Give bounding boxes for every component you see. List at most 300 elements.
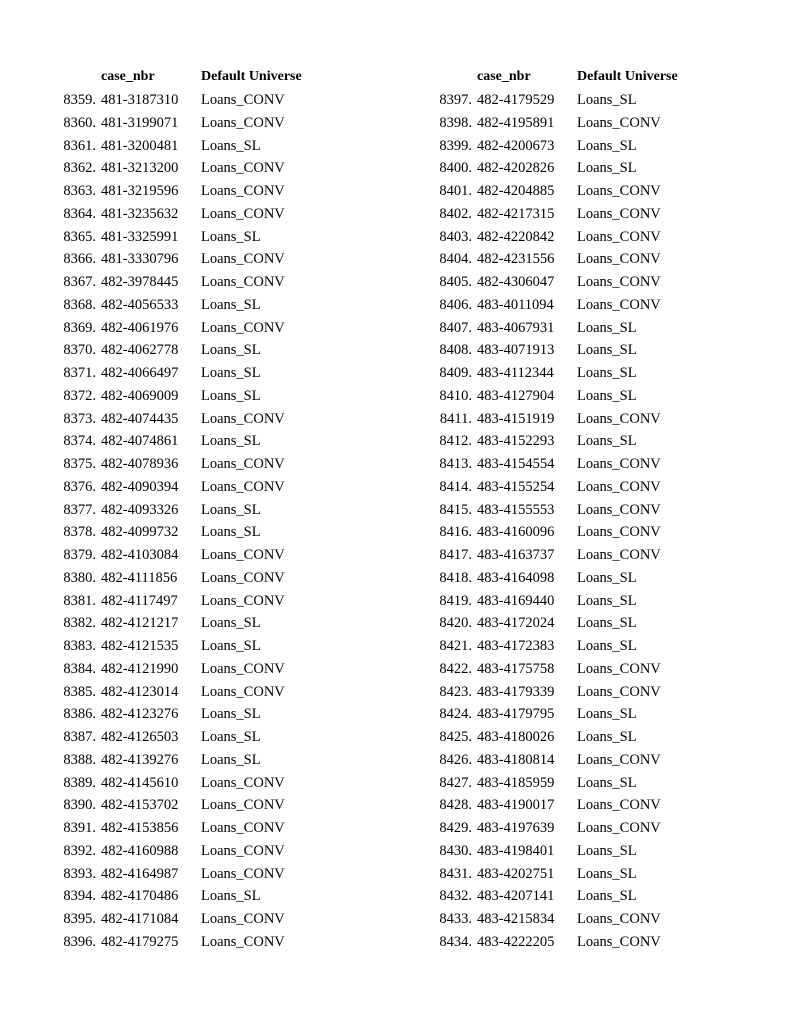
row-index: 8393.	[63, 865, 96, 882]
universe-value: Loans_CONV	[577, 797, 661, 814]
universe-value: Loans_SL	[577, 774, 637, 791]
case-number: 481-3219596	[101, 183, 179, 199]
table-row	[376, 931, 756, 953]
universe-value: Loans_CONV	[577, 296, 661, 313]
table-row	[0, 430, 380, 452]
table-row	[0, 817, 380, 839]
table-row	[376, 248, 756, 270]
universe-value: Loans_CONV	[577, 501, 661, 518]
universe-value: Loans_SL	[577, 365, 637, 381]
row-index: 8413.	[439, 456, 472, 472]
case-number: 483-4202751	[477, 865, 555, 882]
table-row	[376, 453, 756, 475]
table-row	[376, 885, 756, 907]
case-number: 483-4197639	[477, 820, 555, 836]
case-number: 482-4061976	[101, 319, 179, 336]
row-index: 8408.	[439, 342, 472, 359]
case-number: 483-4151919	[477, 410, 555, 427]
table-row	[376, 908, 756, 930]
case-number: 482-4123276	[101, 706, 179, 723]
table-row	[0, 635, 380, 657]
case-number: 483-4185959	[477, 774, 555, 791]
row-index: 8369.	[63, 319, 96, 336]
universe-value: Loans_CONV	[577, 456, 661, 472]
row-index: 8375.	[63, 456, 96, 472]
universe-value: Loans_SL	[577, 137, 637, 154]
row-index: 8399.	[439, 137, 472, 154]
row-index: 8419.	[439, 592, 472, 609]
table-row	[0, 112, 380, 134]
table-row	[0, 772, 380, 794]
case-number: 482-4121990	[101, 660, 179, 677]
row-index: 8414.	[439, 478, 472, 495]
table-row	[0, 590, 380, 612]
universe-value: Loans_CONV	[201, 547, 285, 563]
row-index: 8401.	[439, 183, 472, 199]
row-index: 8425.	[439, 729, 472, 745]
table-row	[0, 931, 380, 953]
universe-value: Loans_SL	[201, 524, 261, 541]
row-index: 8405.	[439, 274, 472, 290]
table-row	[376, 817, 756, 839]
row-index: 8422.	[439, 660, 472, 677]
table-row	[376, 430, 756, 452]
case-number: 482-4074435	[101, 410, 179, 427]
universe-value: Loans_CONV	[201, 456, 285, 472]
row-index: 8361.	[63, 137, 96, 154]
case-number: 482-4069009	[101, 387, 179, 404]
table-row	[0, 521, 380, 543]
universe-value: Loans_CONV	[577, 524, 661, 541]
case-number: 482-4123014	[101, 683, 179, 700]
case-number: 482-4170486	[101, 888, 179, 905]
universe-value: Loans_SL	[201, 729, 261, 745]
table-row	[0, 294, 380, 316]
row-index: 8364.	[63, 205, 96, 222]
universe-value: Loans_SL	[201, 433, 261, 450]
row-index: 8420.	[439, 615, 472, 632]
universe-value: Loans_SL	[201, 137, 261, 154]
case-number: 483-4152293	[477, 433, 555, 450]
universe-value: Loans_CONV	[201, 114, 285, 131]
universe-value: Loans_SL	[201, 228, 261, 245]
table-row	[376, 567, 756, 589]
table-row	[376, 226, 756, 248]
universe-value: Loans_SL	[577, 433, 637, 450]
row-index: 8387.	[63, 729, 96, 745]
table-row	[0, 453, 380, 475]
row-index: 8398.	[439, 114, 472, 131]
table-row	[376, 612, 756, 634]
case-number: 482-4074861	[101, 433, 179, 450]
table-row	[376, 499, 756, 521]
table-row	[0, 385, 380, 407]
table-row	[376, 89, 756, 111]
universe-value: Loans_SL	[201, 501, 261, 518]
table-row	[376, 590, 756, 612]
table-row	[0, 180, 380, 202]
table-row	[0, 89, 380, 111]
universe-value: Loans_CONV	[577, 251, 661, 268]
row-index: 8421.	[439, 638, 472, 654]
table-row	[0, 794, 380, 816]
table-row	[376, 703, 756, 725]
case-number: 483-4163737	[477, 547, 555, 563]
case-number: 483-4179339	[477, 683, 555, 700]
universe-value: Loans_SL	[201, 296, 261, 313]
universe-value: Loans_CONV	[201, 160, 285, 177]
universe-value: Loans_SL	[577, 319, 637, 336]
row-index: 8409.	[439, 365, 472, 381]
case-number: 482-4204885	[477, 183, 555, 199]
table-row	[0, 226, 380, 248]
table-row	[0, 726, 380, 748]
universe-value: Loans_CONV	[577, 114, 661, 131]
case-number: 482-4195891	[477, 114, 555, 131]
row-index: 8380.	[63, 569, 96, 586]
universe-value: Loans_SL	[201, 706, 261, 723]
case-number: 483-4172383	[477, 638, 555, 654]
row-index: 8365.	[63, 228, 96, 245]
row-index: 8362.	[63, 160, 96, 177]
row-index: 8383.	[63, 638, 96, 654]
table-row	[376, 408, 756, 430]
row-index: 8385.	[63, 683, 96, 700]
case-number: 481-3200481	[101, 137, 179, 154]
universe-value: Loans_SL	[577, 706, 637, 723]
case-number: 482-4062778	[101, 342, 179, 359]
table-row	[376, 749, 756, 771]
row-index: 8397.	[439, 92, 472, 108]
table-row	[0, 863, 380, 885]
table-row	[376, 772, 756, 794]
row-index: 8403.	[439, 228, 472, 245]
row-index: 8379.	[63, 547, 96, 563]
case-number: 482-4171084	[101, 911, 179, 927]
case-number: 481-3187310	[101, 92, 179, 108]
universe-value: Loans_SL	[577, 160, 637, 177]
case-number: 483-4127904	[477, 387, 555, 404]
row-index: 8404.	[439, 251, 472, 268]
case-number: 483-4160096	[477, 524, 555, 541]
table-row	[0, 658, 380, 680]
table-row	[376, 112, 756, 134]
case-number: 482-4111856	[101, 569, 178, 586]
universe-value: Loans_SL	[577, 638, 637, 654]
header-default-universe: Default Universe	[201, 69, 302, 84]
row-index: 8418.	[439, 569, 472, 586]
row-index: 8378.	[63, 524, 96, 541]
header-case-nbr: case_nbr	[101, 69, 155, 84]
case-number: 482-4090394	[101, 478, 179, 495]
universe-value: Loans_CONV	[577, 820, 661, 836]
table-row	[376, 385, 756, 407]
row-index: 8370.	[63, 342, 96, 359]
row-index: 8424.	[439, 706, 472, 723]
row-index: 8417.	[439, 547, 472, 563]
row-index: 8433.	[439, 911, 472, 927]
table-row	[376, 681, 756, 703]
universe-value: Loans_CONV	[201, 797, 285, 814]
universe-value: Loans_SL	[201, 365, 261, 381]
case-number: 483-4011094	[477, 296, 554, 313]
universe-value: Loans_CONV	[201, 251, 285, 268]
case-number: 481-3199071	[101, 114, 179, 131]
universe-value: Loans_CONV	[201, 592, 285, 609]
universe-value: Loans_SL	[201, 888, 261, 905]
universe-value: Loans_CONV	[201, 205, 285, 222]
table-row	[376, 658, 756, 680]
table-row	[0, 749, 380, 771]
row-index: 8376.	[63, 478, 96, 495]
case-number: 483-4222205	[477, 933, 555, 950]
universe-value: Loans_CONV	[201, 183, 285, 199]
case-number: 483-4180026	[477, 729, 555, 745]
case-number: 483-4215834	[477, 911, 555, 927]
table-row	[376, 476, 756, 498]
universe-value: Loans_CONV	[201, 683, 285, 700]
case-number: 483-4198401	[477, 842, 555, 859]
row-index: 8390.	[63, 797, 96, 814]
case-number: 482-4160988	[101, 842, 179, 859]
row-index: 8374.	[63, 433, 96, 450]
table-row	[0, 885, 380, 907]
universe-value: Loans_CONV	[577, 911, 661, 927]
universe-value: Loans_SL	[201, 342, 261, 359]
case-number: 481-3330796	[101, 251, 179, 268]
case-number: 481-3213200	[101, 160, 179, 177]
universe-value: Loans_CONV	[577, 751, 661, 768]
row-index: 8431.	[439, 865, 472, 882]
table-row	[376, 180, 756, 202]
universe-value: Loans_CONV	[201, 842, 285, 859]
table-row	[0, 476, 380, 498]
universe-value: Loans_CONV	[201, 92, 285, 108]
case-number: 483-4154554	[477, 456, 555, 472]
table-row	[0, 362, 380, 384]
table-row	[376, 135, 756, 157]
universe-value: Loans_SL	[577, 865, 637, 882]
row-index: 8384.	[63, 660, 96, 677]
case-number: 483-4067931	[477, 319, 555, 336]
universe-value: Loans_CONV	[201, 569, 285, 586]
row-index: 8386.	[63, 706, 96, 723]
row-index: 8416.	[439, 524, 472, 541]
row-index: 8363.	[63, 183, 96, 199]
table-row	[376, 521, 756, 543]
universe-value: Loans_CONV	[201, 820, 285, 836]
case-number: 482-4121535	[101, 638, 179, 654]
row-index: 8389.	[63, 774, 96, 791]
case-number: 482-4099732	[101, 524, 179, 541]
row-index: 8388.	[63, 751, 96, 768]
universe-value: Loans_SL	[577, 387, 637, 404]
row-index: 8381.	[63, 592, 96, 609]
row-index: 8368.	[63, 296, 96, 313]
case-number: 482-4153856	[101, 820, 179, 836]
table-row	[0, 567, 380, 589]
case-number: 482-3978445	[101, 274, 179, 290]
universe-value: Loans_CONV	[577, 478, 661, 495]
universe-value: Loans_SL	[577, 842, 637, 859]
row-index: 8377.	[63, 501, 96, 518]
table-row	[376, 794, 756, 816]
case-number: 482-4217315	[477, 205, 555, 222]
case-number: 483-4155553	[477, 501, 555, 518]
universe-value: Loans_SL	[577, 342, 637, 359]
case-number: 483-4164098	[477, 569, 555, 586]
case-number: 483-4169440	[477, 592, 555, 609]
header-default-universe: Default Universe	[577, 69, 678, 84]
table-row	[376, 339, 756, 361]
row-index: 8434.	[439, 933, 472, 950]
universe-value: Loans_CONV	[201, 865, 285, 882]
universe-value: Loans_SL	[577, 569, 637, 586]
table-row	[376, 840, 756, 862]
table-row	[0, 408, 380, 430]
row-index: 8415.	[439, 501, 472, 518]
case-number: 483-4155254	[477, 478, 555, 495]
case-number: 482-4306047	[477, 274, 555, 290]
case-number: 482-4056533	[101, 296, 179, 313]
case-number: 483-4112344	[477, 365, 554, 381]
case-number: 483-4207141	[477, 888, 555, 905]
table-row	[0, 703, 380, 725]
case-number: 482-4103084	[101, 547, 179, 563]
universe-value: Loans_CONV	[201, 274, 285, 290]
case-number: 483-4180814	[477, 751, 555, 768]
table-row	[376, 863, 756, 885]
table-row	[376, 203, 756, 225]
universe-value: Loans_CONV	[201, 410, 285, 427]
case-number: 482-4179275	[101, 933, 179, 950]
row-index: 8432.	[439, 888, 472, 905]
universe-value: Loans_SL	[577, 729, 637, 745]
table-row	[0, 203, 380, 225]
universe-value: Loans_CONV	[201, 911, 285, 927]
case-number: 482-4179529	[477, 92, 555, 108]
universe-value: Loans_SL	[201, 638, 261, 654]
row-index: 8402.	[439, 205, 472, 222]
universe-value: Loans_SL	[201, 387, 261, 404]
row-index: 8410.	[439, 387, 472, 404]
universe-value: Loans_CONV	[201, 319, 285, 336]
universe-value: Loans_CONV	[201, 478, 285, 495]
row-index: 8382.	[63, 615, 96, 632]
universe-value: Loans_CONV	[577, 683, 661, 700]
row-index: 8427.	[439, 774, 472, 791]
case-number: 483-4071913	[477, 342, 555, 359]
table-row	[376, 271, 756, 293]
table-row	[0, 840, 380, 862]
table-row	[376, 362, 756, 384]
row-index: 8411.	[439, 410, 472, 427]
row-index: 8396.	[63, 933, 96, 950]
case-number: 482-4145610	[101, 774, 179, 791]
universe-value: Loans_CONV	[201, 774, 285, 791]
row-index: 8366.	[63, 251, 96, 268]
case-number: 482-4139276	[101, 751, 179, 768]
row-index: 8392.	[63, 842, 96, 859]
case-number: 482-4078936	[101, 456, 179, 472]
case-number: 483-4190017	[477, 797, 555, 814]
row-index: 8406.	[439, 296, 472, 313]
table-row	[376, 317, 756, 339]
case-number: 482-4164987	[101, 865, 179, 882]
table-row	[0, 135, 380, 157]
table-row	[0, 908, 380, 930]
row-index: 8428.	[439, 797, 472, 814]
universe-value: Loans_CONV	[577, 660, 661, 677]
row-index: 8412.	[439, 433, 472, 450]
row-index: 8423.	[439, 683, 472, 700]
case-number: 483-4175758	[477, 660, 555, 677]
table-row	[376, 157, 756, 179]
table-row	[376, 726, 756, 748]
universe-value: Loans_SL	[577, 592, 637, 609]
universe-value: Loans_CONV	[201, 660, 285, 677]
case-number: 482-4220842	[477, 228, 555, 245]
case-number: 482-4200673	[477, 137, 555, 154]
row-index: 8426.	[439, 751, 472, 768]
universe-value: Loans_CONV	[201, 933, 285, 950]
row-index: 8360.	[63, 114, 96, 131]
row-index: 8372.	[63, 387, 96, 404]
row-index: 8359.	[63, 92, 96, 108]
table-row	[0, 248, 380, 270]
universe-value: Loans_SL	[577, 92, 637, 108]
table-row	[0, 612, 380, 634]
table-row	[0, 681, 380, 703]
table-row	[0, 499, 380, 521]
case-number: 482-4153702	[101, 797, 179, 814]
table-row	[0, 544, 380, 566]
case-number: 482-4231556	[477, 251, 555, 268]
universe-value: Loans_CONV	[577, 410, 661, 427]
universe-value: Loans_CONV	[577, 933, 661, 950]
universe-value: Loans_CONV	[577, 274, 661, 290]
universe-value: Loans_SL	[201, 751, 261, 768]
case-number: 483-4172024	[477, 615, 555, 632]
case-number: 482-4202826	[477, 160, 555, 177]
table-row	[376, 635, 756, 657]
universe-value: Loans_CONV	[577, 228, 661, 245]
case-number: 481-3235632	[101, 205, 179, 222]
header-case-nbr: case_nbr	[477, 69, 531, 84]
universe-value: Loans_SL	[577, 888, 637, 905]
row-index: 8373.	[63, 410, 96, 427]
case-number: 482-4066497	[101, 365, 179, 381]
row-index: 8407.	[439, 319, 472, 336]
case-number: 482-4126503	[101, 729, 179, 745]
row-index: 8367.	[63, 274, 96, 290]
row-index: 8400.	[439, 160, 472, 177]
universe-value: Loans_SL	[577, 615, 637, 632]
case-number: 483-4179795	[477, 706, 555, 723]
table-row	[0, 271, 380, 293]
row-index: 8395.	[63, 911, 96, 927]
universe-value: Loans_CONV	[577, 547, 661, 563]
row-index: 8430.	[439, 842, 472, 859]
case-number: 482-4121217	[101, 615, 179, 632]
universe-value: Loans_CONV	[577, 205, 661, 222]
row-index: 8391.	[63, 820, 96, 836]
row-index: 8371.	[63, 365, 96, 381]
case-number: 482-4093326	[101, 501, 179, 518]
row-index: 8429.	[439, 820, 472, 836]
table-row	[0, 317, 380, 339]
case-number: 482-4117497	[101, 592, 178, 609]
